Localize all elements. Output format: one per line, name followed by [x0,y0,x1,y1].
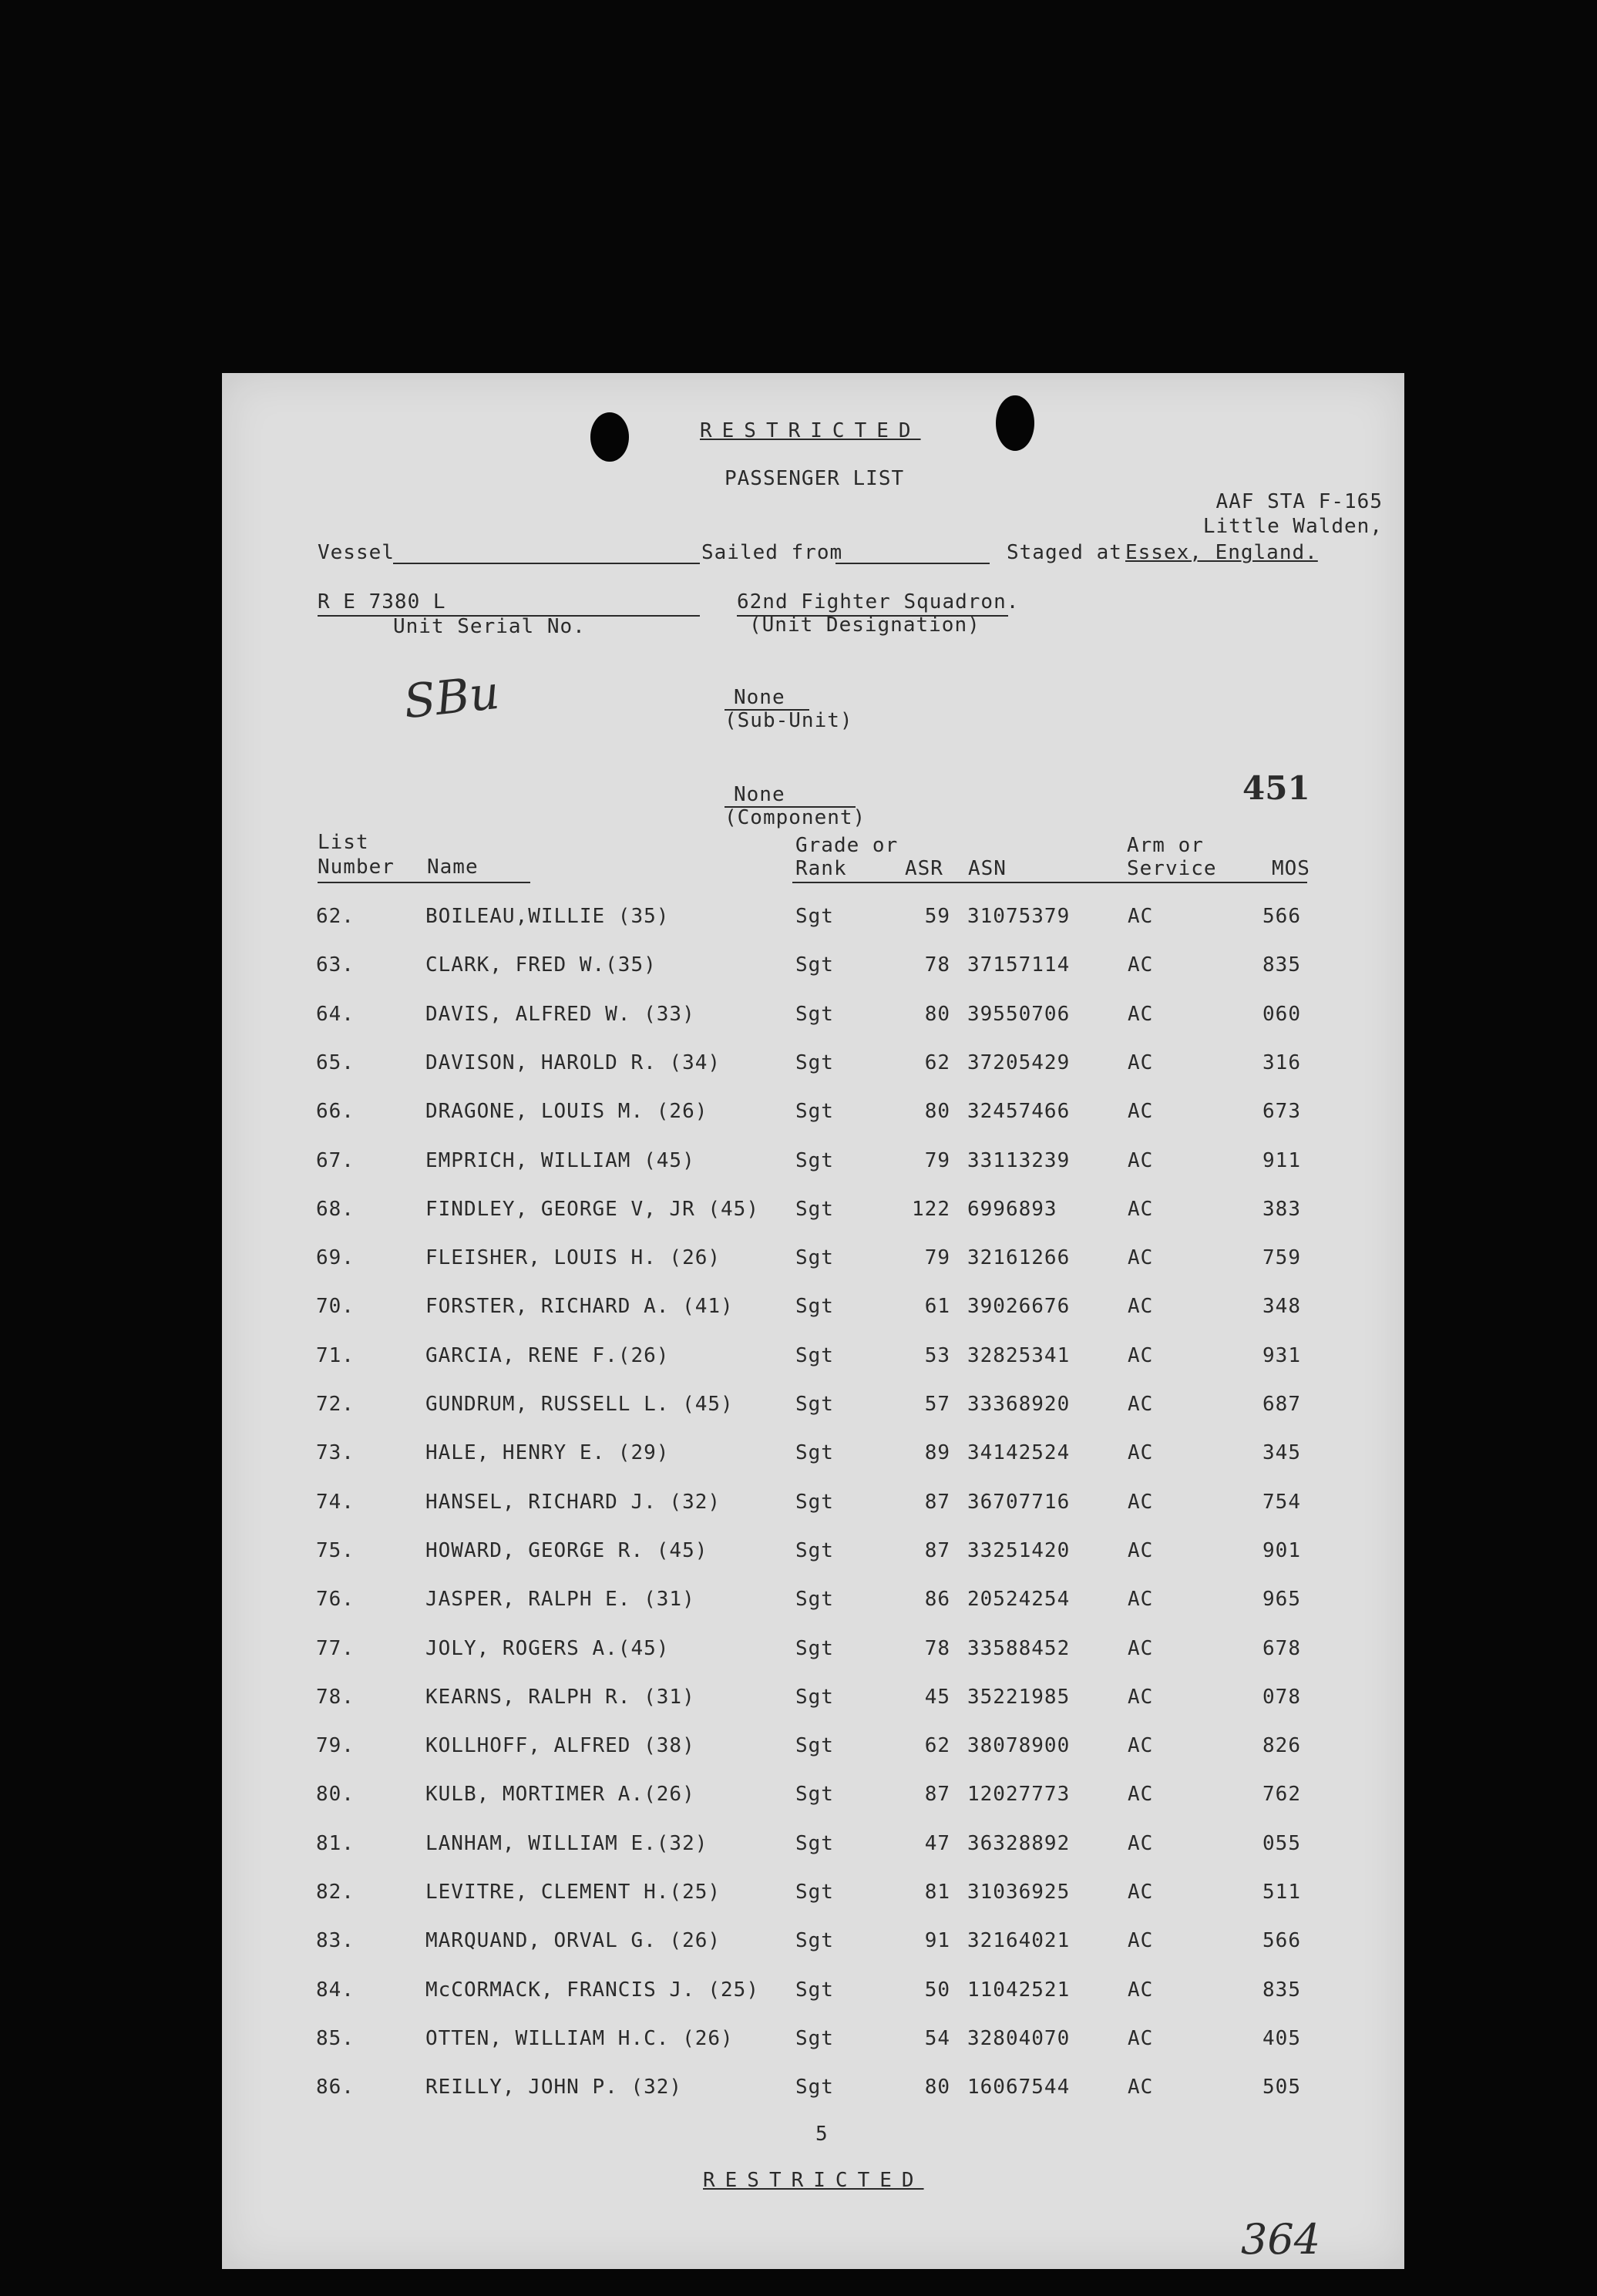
row-list-number: 65. [316,1051,355,1074]
row-asr: 57 [924,1393,950,1416]
row-asr: 61 [924,1295,950,1318]
row-asn: 32457466 [967,1100,1071,1123]
row-list-number: 83. [316,1929,355,1952]
row-arm-service: AC [1128,1198,1154,1221]
row-arm-service: AC [1128,1588,1154,1611]
restricted-footer: RESTRICTED [703,2169,924,2192]
row-asn: 33368920 [967,1393,1071,1416]
component-value: None [734,783,785,806]
row-asn: 36707716 [967,1491,1071,1514]
row-mos: 901 [1262,1539,1301,1562]
table-row [222,2027,1404,2058]
row-name: GUNDRUM, RUSSELL L. (45) [425,1393,734,1416]
row-name: JASPER, RALPH E. (31) [425,1588,695,1611]
row-asr: 47 [924,1832,950,1855]
row-asr: 78 [924,953,950,977]
component-label: (Component) [725,806,866,829]
row-asn: 39026676 [967,1295,1071,1318]
row-list-number: 84. [316,1978,355,2002]
row-asr: 45 [924,1686,950,1709]
sailed-from-label: Sailed from [701,541,843,564]
row-arm-service: AC [1128,1246,1154,1269]
sub-unit-value: None [734,686,785,709]
row-rank: Sgt [795,1686,834,1709]
row-arm-service: AC [1128,1051,1154,1074]
row-rank: Sgt [795,1832,834,1855]
row-list-number: 69. [316,1246,355,1269]
row-name: HOWARD, GEORGE R. (45) [425,1539,708,1562]
row-asn: 37157114 [967,953,1071,977]
row-arm-service: AC [1128,1441,1154,1464]
header-underline-right [792,882,1307,883]
stamp-number: 451 [1242,769,1310,807]
row-name: LEVITRE, CLEMENT H.(25) [425,1881,721,1904]
row-rank: Sgt [795,1637,834,1660]
row-asn: 33113239 [967,1149,1071,1172]
row-asn: 39550706 [967,1003,1071,1026]
row-arm-service: AC [1128,1929,1154,1952]
handwritten-note: SBu [401,665,503,730]
unit-serial-value: R E 7380 L [318,590,446,613]
row-list-number: 72. [316,1393,355,1416]
row-mos: 505 [1262,2076,1301,2099]
row-asr: 79 [924,1149,950,1172]
row-rank: Sgt [795,1003,834,1026]
row-rank: Sgt [795,1978,834,2002]
table-row [222,1929,1404,1960]
row-rank: Sgt [795,1393,834,1416]
row-mos: 673 [1262,1100,1301,1123]
row-list-number: 75. [316,1539,355,1562]
handwritten-page-number: 364 [1241,2215,1321,2264]
row-name: HALE, HENRY E. (29) [425,1441,670,1464]
row-arm-service: AC [1128,1783,1154,1806]
row-name: CLARK, FRED W.(35) [425,953,657,977]
row-list-number: 82. [316,1881,355,1904]
col-mos: MOS [1272,857,1310,880]
row-arm-service: AC [1128,1344,1154,1367]
row-rank: Sgt [795,905,834,928]
row-name: DRAGONE, LOUIS M. (26) [425,1100,708,1123]
vessel-field-line [393,563,700,564]
sailed-from-field-line [835,563,990,564]
table-row [222,1881,1404,1911]
row-arm-service: AC [1128,1832,1154,1855]
row-asr: 91 [924,1929,950,1952]
row-rank: Sgt [795,1051,834,1074]
row-asr: 80 [924,1003,950,1026]
table-row [222,1978,1404,2009]
table-row [222,1783,1404,1814]
row-arm-service: AC [1128,1393,1154,1416]
row-rank: Sgt [795,1491,834,1514]
row-asr: 86 [924,1588,950,1611]
col-arm-line1: Arm or [1127,834,1204,857]
row-list-number: 86. [316,2076,355,2099]
row-asr: 59 [924,905,950,928]
row-rank: Sgt [795,1295,834,1318]
row-mos: 835 [1262,953,1301,977]
punch-hole-left [590,412,629,462]
row-name: REILLY, JOHN P. (32) [425,2076,683,2099]
table-row [222,1588,1404,1619]
row-name: HANSEL, RICHARD J. (32) [425,1491,721,1514]
row-asn: 20524254 [967,1588,1071,1611]
row-name: LANHAM, WILLIAM E.(32) [425,1832,708,1855]
row-asr: 87 [924,1539,950,1562]
row-list-number: 66. [316,1100,355,1123]
row-mos: 566 [1262,1929,1301,1952]
row-name: McCORMACK, FRANCIS J. (25) [425,1978,759,2002]
row-name: DAVISON, HAROLD R. (34) [425,1051,721,1074]
row-asr: 87 [924,1783,950,1806]
station-id: AAF STA F-165 [1215,490,1383,513]
row-name: MARQUAND, ORVAL G. (26) [425,1929,721,1952]
row-list-number: 64. [316,1003,355,1026]
col-arm-line2: Service [1127,857,1217,880]
row-name: FINDLEY, GEORGE V, JR (45) [425,1198,759,1221]
row-name: FLEISHER, LOUIS H. (26) [425,1246,721,1269]
row-arm-service: AC [1128,1734,1154,1757]
table-row [222,1686,1404,1716]
table-row [222,1295,1404,1326]
row-arm-service: AC [1128,1637,1154,1660]
unit-designation-value: 62nd Fighter Squadron. [737,590,1020,613]
row-rank: Sgt [795,1734,834,1757]
row-asn: 12027773 [967,1783,1071,1806]
row-mos: 754 [1262,1491,1301,1514]
row-asr: 81 [924,1881,950,1904]
col-list-number-line1: List [318,831,369,854]
row-mos: 566 [1262,905,1301,928]
row-mos: 965 [1262,1588,1301,1611]
row-asn: 11042521 [967,1978,1071,2002]
row-asr: 50 [924,1978,950,2002]
row-arm-service: AC [1128,1881,1154,1904]
row-mos: 383 [1262,1198,1301,1221]
row-asn: 6996893 [967,1198,1057,1221]
row-mos: 348 [1262,1295,1301,1318]
row-asr: 54 [924,2027,950,2050]
row-asr: 62 [924,1051,950,1074]
row-name: JOLY, ROGERS A.(45) [425,1637,670,1660]
row-asn: 31075379 [967,905,1071,928]
row-mos: 055 [1262,1832,1301,1855]
table-row [222,1051,1404,1082]
row-rank: Sgt [795,1783,834,1806]
table-row [222,1832,1404,1863]
row-arm-service: AC [1128,953,1154,977]
row-rank: Sgt [795,1149,834,1172]
row-asr: 80 [924,1100,950,1123]
row-asr: 122 [912,1198,950,1221]
station-location: Little Walden, [1202,515,1383,538]
row-asn: 32804070 [967,2027,1071,2050]
table-row [222,1149,1404,1180]
row-asn: 35221985 [967,1686,1071,1709]
table-row [222,1734,1404,1765]
row-mos: 759 [1262,1246,1301,1269]
row-mos: 826 [1262,1734,1301,1757]
table-row [222,1003,1404,1034]
row-list-number: 79. [316,1734,355,1757]
row-name: KEARNS, RALPH R. (31) [425,1686,695,1709]
row-arm-service: AC [1128,905,1154,928]
col-asr: ASR [905,857,943,880]
table-row [222,2076,1404,2106]
staged-at-label: Staged at [1007,541,1122,564]
row-arm-service: AC [1128,1491,1154,1514]
row-mos: 687 [1262,1393,1301,1416]
punch-hole-right [996,395,1034,451]
row-name: KOLLHOFF, ALFRED (38) [425,1734,695,1757]
row-name: BOILEAU,WILLIE (35) [425,905,670,928]
row-asn: 32825341 [967,1344,1071,1367]
passenger-list-document [222,373,1404,2269]
table-row [222,1344,1404,1375]
row-asr: 62 [924,1734,950,1757]
row-mos: 835 [1262,1978,1301,2002]
row-arm-service: AC [1128,2076,1154,2099]
row-name: OTTEN, WILLIAM H.C. (26) [425,2027,734,2050]
row-rank: Sgt [795,1588,834,1611]
row-list-number: 70. [316,1295,355,1318]
col-list-number-line2: Number [318,856,395,879]
row-asn: 31036925 [967,1881,1071,1904]
row-mos: 316 [1262,1051,1301,1074]
table-row [222,1637,1404,1668]
row-asr: 53 [924,1344,950,1367]
row-mos: 078 [1262,1686,1301,1709]
row-mos: 678 [1262,1637,1301,1660]
row-asr: 79 [924,1246,950,1269]
row-rank: Sgt [795,1881,834,1904]
row-asn: 32164021 [967,1929,1071,1952]
row-arm-service: AC [1128,1100,1154,1123]
row-asn: 33588452 [967,1637,1071,1660]
row-mos: 511 [1262,1881,1301,1904]
table-row [222,1539,1404,1570]
row-rank: Sgt [795,2027,834,2050]
row-list-number: 76. [316,1588,355,1611]
row-list-number: 80. [316,1783,355,1806]
row-asn: 37205429 [967,1051,1071,1074]
table-row [222,1246,1404,1277]
row-mos: 762 [1262,1783,1301,1806]
unit-serial-label: Unit Serial No. [393,615,586,638]
row-rank: Sgt [795,953,834,977]
row-list-number: 67. [316,1149,355,1172]
restricted-header: RESTRICTED [700,419,921,442]
row-arm-service: AC [1128,1978,1154,2002]
row-mos: 405 [1262,2027,1301,2050]
row-asn: 34142524 [967,1441,1071,1464]
row-name: FORSTER, RICHARD A. (41) [425,1295,734,1318]
row-arm-service: AC [1128,1295,1154,1318]
row-rank: Sgt [795,2076,834,2099]
row-rank: Sgt [795,1100,834,1123]
sub-unit-label: (Sub-Unit) [725,709,853,732]
header-underline-left [318,882,530,883]
row-arm-service: AC [1128,1686,1154,1709]
row-rank: Sgt [795,1344,834,1367]
table-row [222,905,1404,936]
page-number: 5 [815,2123,829,2146]
row-arm-service: AC [1128,1003,1154,1026]
row-list-number: 81. [316,1832,355,1855]
row-list-number: 62. [316,905,355,928]
table-row [222,953,1404,984]
row-name: DAVIS, ALFRED W. (33) [425,1003,695,1026]
row-list-number: 74. [316,1491,355,1514]
row-arm-service: AC [1128,1539,1154,1562]
row-list-number: 73. [316,1441,355,1464]
vessel-label: Vessel [318,541,395,564]
row-mos: 060 [1262,1003,1301,1026]
row-asr: 89 [924,1441,950,1464]
row-mos: 911 [1262,1149,1301,1172]
table-row [222,1441,1404,1472]
row-list-number: 78. [316,1686,355,1709]
row-name: GARCIA, RENE F.(26) [425,1344,670,1367]
row-list-number: 68. [316,1198,355,1221]
table-row [222,1100,1404,1131]
row-list-number: 85. [316,2027,355,2050]
row-rank: Sgt [795,1198,834,1221]
row-mos: 345 [1262,1441,1301,1464]
row-asn: 32161266 [967,1246,1071,1269]
unit-designation-label: (Unit Designation) [749,613,980,637]
row-rank: Sgt [795,1539,834,1562]
staged-at-value: Essex, England. [1125,541,1318,564]
table-row [222,1491,1404,1521]
row-list-number: 63. [316,953,355,977]
row-asn: 16067544 [967,2076,1071,2099]
document-title: PASSENGER LIST [725,467,905,490]
row-asn: 33251420 [967,1539,1071,1562]
row-rank: Sgt [795,1441,834,1464]
table-row [222,1393,1404,1424]
col-name: Name [427,856,479,879]
row-asr: 78 [924,1637,950,1660]
row-rank: Sgt [795,1929,834,1952]
row-mos: 931 [1262,1344,1301,1367]
row-asn: 36328892 [967,1832,1071,1855]
row-rank: Sgt [795,1246,834,1269]
table-row [222,1198,1404,1229]
row-asr: 87 [924,1491,950,1514]
row-list-number: 77. [316,1637,355,1660]
row-name: EMPRICH, WILLIAM (45) [425,1149,695,1172]
row-name: KULB, MORTIMER A.(26) [425,1783,695,1806]
row-arm-service: AC [1128,2027,1154,2050]
row-asn: 38078900 [967,1734,1071,1757]
row-asr: 80 [924,2076,950,2099]
col-grade-line2: Rank [795,857,847,880]
col-grade-line1: Grade or [795,834,899,857]
col-asn: ASN [968,857,1007,880]
row-list-number: 71. [316,1344,355,1367]
row-arm-service: AC [1128,1149,1154,1172]
